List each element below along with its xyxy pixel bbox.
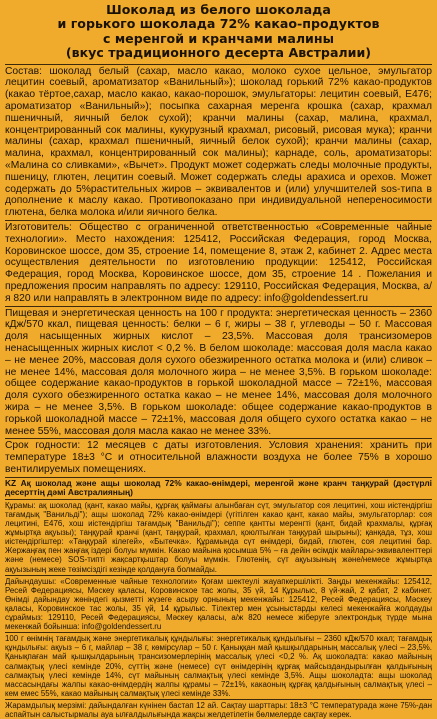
divider <box>5 438 432 439</box>
ru-nutrition: Пищевая и энергетическая ценность на 100 г продукта: энергетическая ценность – 2360 кДж/570 ккал, пищевая ценность: белки – 6 г, жиры – 38 г, углеводы – 50 г. Массовая доля насыщенных жирных кислот – 23,5%. Массовая доля трансизомеров ненасыщенных жирных кислот < 0,2 %. В белом шоколаде: массовая доля масла какао – не менее 20%, массовая доля сухого обезжиренного остатка молока и (или) сливок – не менее 14%, массовая доля молочного жира – не менее 3,5%. В горьком шоколаде: общее содержание какао-продуктов в горькой шоколадной массе – 72±1%, массовая доля сухого обезжиренного остатка какао – не менее 14%, массовая доля молочного жира – не менее 3,5%. В горьком шоколаде: общее содержание какао-продуктов в горькой шоколадной массе – 72±1%, массовая доля общего сухого остатка какао – не менее 55%, массовая доля масла какао не менее 33%. <box>5 307 432 437</box>
divider <box>5 575 432 576</box>
title-line-4: (вкус традиционного десерта Австралии) <box>65 45 372 61</box>
kz-title: KZ Ақ шоколад және ащы шоколад 72% какао-өнімдері, меренгой және кранч таңқурай (дәстүрлі десерттің дәмі Австралияның) <box>5 477 432 498</box>
kz-composition: Құрамы: ақ шоколад (қант, какао майы, құрғақ қаймағы алынбаған сүт, эмульгатор соя лецитині, хош иістендіргіш тағамдық "Ванильді"); ащы шоколад 72% какао-өнімдері (үгітілген какао қант, какао майы, эмульгаторлар: соя лецитині, Е476, хош иістендіргіш тағамдық "Ванильді"); сеппе қантты меренгті (қант, бидай крахмалы, құрғақ жұмыртқа ақуызы); таңқурай кранчі (қант, таңқурай, крахмал, қоюлтылған таңқурай шырыны); қанқада, тұз, хош иістендіргіштер: «Таңқурай кілегей», «Бытечка». Құрамында сүт өнімдері, бидай, глютен, соя лецитині бар. Жержаңғақ пен жаңғақ іздері болуы мүмкін. Какао майына қосымша 5% – ға дейін өсімдік майлары-эквиваленттері және (немесе) SOS-типті жақсартқыштар болуы мүмкін. Глютенің, сүт ақуызының және/немесе жұмыртқа ақуызының жеке төзімсіздігі кезінде қолдануға болмайды. <box>5 500 432 574</box>
divider <box>5 699 432 700</box>
kz-manufacturer: Дайындаушы: «Современные чайные технологии» Қоғам шектеулі жауапкершілікті. Заңды мекенжайы: 125412, Ресей Федерациясы, Мәскеу қаласы, Коровинское тас жолы, 35 үй, 14 Құрылыс, 8 үй-жай, 2 қабат, 2 кабинет. Өнімді дайындау жөніндегі қызметті жүзеге асыру орнының мекенжайы: 125412, Ресей Федерациясы, Мәскеу қаласы, Коровинское тас жолы, 35 үй, 14 құрылыс. Тілектер мен ұсыныстарды келесі мекенжайға жолдауды сұраймыз: 129110, Ресей Федерациясы, Мәскеу қаласы, а/ж 820 немесе жіберуге электрондық түрде мына мекенжай бойынша: info@goldendessert.ru <box>5 576 432 632</box>
russian-section <box>5 64 432 478</box>
kazakh-section <box>5 479 432 719</box>
title-line-3: с меренгой и кранчами малины <box>103 30 334 46</box>
kz-nutrition: 100 г өнімнің тағамдық және энергетикалық құндылығы: энергетикалық құндылығы – 2360 кДж/570 ккал; тағамдық құндылығы: ақуыз – 6 г, майлар – 38 г, көмірсулар – 50 г. Қаныққан май қышқылдарының массалық үлесі – 23,5%. Қанықпаған май қышқылдарының трансизомерлерінің массалық үлесі <0,2 %. Ақ шоколадта: какао майының салмақтық үлесі кемінде 20%, сүттің және (немесе) сүт өнімдерінің құрғақ майсыздандырылған қалдығының салмақтық үлесі кемінде 14%, сүт майының салмақтық үлесі кемінде 3,5%. Ащы шоколадта: ащы шоколад массасындағы жалпы какао-өнімдердің жалпы құрамы – 72±1%, какаоның құрғақ қалдығының салмақтық үлесі – кем емес 55%, какао майының салмақтық үлесі кемінде 33%. <box>5 634 432 698</box>
divider <box>5 632 432 633</box>
divider <box>5 499 432 500</box>
ru-manufacturer: Изготовитель: Общество с ограниченной ответственностью «Современные чайные технологии». Место нахождения: 125412, Российская Федерация, город Москва, Коровинское шоссе, дом 35, строение 14, помещение 8, этаж 2, кабинет 2. Адрес места осуществления деятельности по изготовлению продукции: 125412, Российская Федерация, город Москва, Коровинское шоссе, дом 35, строение 14 . Пожелания и предложения просим направлять по адресу: 129110, Российская Федерация, Москва, а/я 820 или направлять в электронном виде по адресу: info@goldendessert.ru <box>5 221 432 304</box>
title-line-2: и горького шоколада 72% какао-продуктов <box>57 16 380 32</box>
divider <box>5 306 432 307</box>
ru-composition: Состав: шоколад белый (сахар, масло какао, молоко сухое цельное, эмульгатор лецитин соевый, ароматизатор «Ванильный»); шоколад горький 72% какао-продуктов (какао тёртое,сахар, масло какао, какао-порошок, эмульгаторы: лецитин соевый, Е476; ароматизатор «Ванильный»); посыпка сахарная меренга крошка (сахар, крахмал пшеничный, яичный белок сухой); кранчи малины (сахар, малина, крахмал, концентрированный сок малины, кукурузный крахмал, рисовый, рисовая мука); кранчи малины (сахар, крахмал пшеничный, яичный белок сухой); кранчи малины (сахар, малина, крахмал, концентрированный сок малины); карнаде, соль, ароматизаторы: «Малина со сливками», «Вычет». Продукт может содержать следы молочные продукты, пшеницу, глютен, лецитин соевый. Может содержать следы арахиса и орехов. Может содержать до 5%растительных жиров – эквивалентов и (или) улучшителей sos-типа в дополнение к маслу какао. Противопоказано при индивидуальной непереносимости глютена, белка молока и/или яичного белка. <box>5 65 432 219</box>
divider <box>5 220 432 221</box>
ru-storage: Срок годности: 12 месяцев с даты изготовления. Условия хранения: хранить при температуре 18±3 °С и относительной влажности воздуха не более 75% в хорошо вентилируемых помещениях. <box>5 440 432 475</box>
kz-storage: Жарамдылық мерзімі: дайындалған күнінен бастап 12 ай. Сақтау шарттары: 18±3 °С температурада және 75%-дан аспайтын салыстырмалы ауа ылғалдылығында жақсы желдетілетін бөлмелерде сақтау керек. <box>5 700 432 719</box>
product-title <box>5 3 432 61</box>
title-line-1: Шоколад из белого шоколада <box>106 2 331 17</box>
divider <box>5 64 432 65</box>
